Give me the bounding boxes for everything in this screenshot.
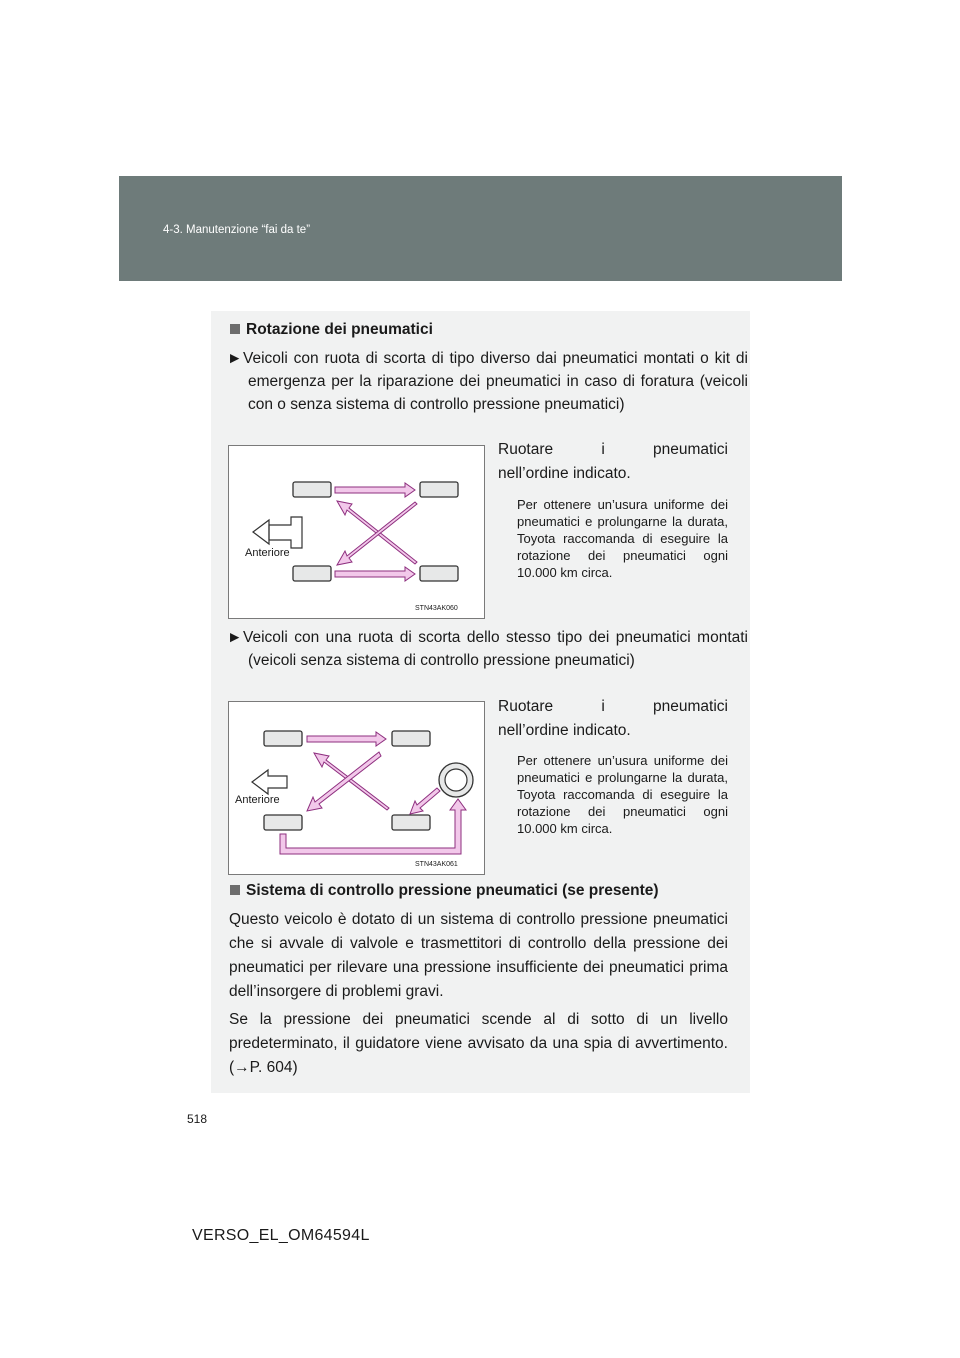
content-panel (211, 311, 750, 1093)
rotation-arrow-icon (280, 799, 466, 854)
instruction-word: Ruotare (498, 441, 554, 458)
page-number: 518 (187, 1112, 208, 1126)
tire-rear-left (264, 815, 302, 830)
page-reference: P. 604) (249, 1059, 298, 1076)
rotation-arrow-icon (410, 788, 440, 814)
document-code: VERSO_EL_OM64594L (192, 1227, 370, 1244)
rotation-note-1: Per ottenere un’usura uniforme dei pneumatici e prolungarne la durata, Toyota raccomanda di eseguire la rotazione dei pneumatici ogni 10.000 km circa. (517, 497, 728, 580)
instruction-word: pneumatici (653, 698, 728, 715)
figure-code: STN43AK061 (415, 861, 458, 868)
triangle-bullet-icon: ► (227, 629, 243, 646)
tpms-heading-row (230, 882, 659, 900)
instruction-word: pneumatici (653, 441, 728, 458)
rotation-note-2: Per ottenere un’usura uniforme dei pneumatici e prolungarne la durata, Toyota raccomanda di eseguire la rotazione dei pneumatici ogni 10.000 km circa. (517, 753, 728, 836)
front-direction-arrow-icon (253, 520, 269, 544)
rotation-instruction-1 (498, 438, 728, 486)
bullet-item-text: Veicoli con ruota di scorta di tipo diverso dai pneumatici montati o kit di emergenza per la riparazione dei pneumatici in caso di foratura (veicoli con o senza sistema di controllo pressione pneumatici) (243, 350, 748, 413)
rotation-arrow-icon (314, 753, 389, 810)
rotation-instruction-2 (498, 695, 728, 743)
instruction-line: nell’ordine indicato. (498, 465, 631, 482)
tire-front-left (293, 482, 331, 497)
rotation-heading: Rotazione dei pneumatici (246, 321, 433, 338)
bullet-item-different-spare (227, 347, 748, 416)
rotation-diagram-1 (228, 445, 485, 619)
tpms-heading: Sistema di controllo pressione pneumatici (se presente) (246, 882, 659, 899)
triangle-bullet-icon: ► (227, 350, 243, 367)
bullet-item-text: Veicoli con una ruota di scorta dello stesso tipo dei pneumatici montati (veicoli senza sistema di controllo pressione pneumatici) (243, 629, 748, 669)
front-direction-arrow-icon (252, 770, 287, 794)
section-title: 4-3. Manutenzione “fai da te” (163, 224, 311, 236)
tire-rear-right (420, 566, 458, 581)
tpms-paragraph-1: Questo veicolo è dotato di un sistema di controllo pressione pneumatici che si avvale di valvole e trasmettitori di controllo della pressione dei pneumatici per rilevare una pressione insufficiente dei pneumatici prima dell’insorgere di problemi gravi. (229, 911, 728, 1000)
tire-front-right (392, 731, 430, 746)
tpms-paragraph-2-text: Se la pressione dei pneumatici scende al di sotto di un livello predeterminato, il guidatore viene avvisato da una spia di avvertimento. ( (229, 1011, 728, 1076)
rotation-diagram-1-svg (229, 446, 486, 620)
rotation-heading-row (230, 321, 433, 339)
section-header-bar (119, 176, 842, 281)
instruction-line: nell’ordine indicato. (498, 722, 631, 739)
square-bullet-icon (230, 885, 240, 895)
front-direction-arrow-icon (269, 517, 302, 548)
front-label: Anteriore (235, 794, 280, 806)
rotation-arrow-icon (335, 483, 415, 497)
front-label: Anteriore (245, 547, 290, 559)
tpms-paragraph-2 (229, 1008, 728, 1080)
square-bullet-icon (230, 324, 240, 334)
page-ref-arrow-icon: → (234, 1059, 250, 1076)
figure-code: STN43AK060 (415, 605, 458, 612)
spare-tire-icon (445, 769, 467, 791)
tire-front-right (420, 482, 458, 497)
rotation-diagram-2-svg (229, 702, 486, 876)
bullet-item-same-spare (227, 626, 748, 672)
instruction-word: i (601, 441, 605, 458)
instruction-word: i (601, 698, 605, 715)
tire-rear-right (392, 815, 430, 830)
rotation-arrow-icon (307, 732, 386, 746)
tire-front-left (264, 731, 302, 746)
rotation-arrow-icon (335, 567, 415, 581)
tire-rear-left (293, 566, 331, 581)
instruction-word: Ruotare (498, 698, 554, 715)
rotation-diagram-2 (228, 701, 485, 875)
